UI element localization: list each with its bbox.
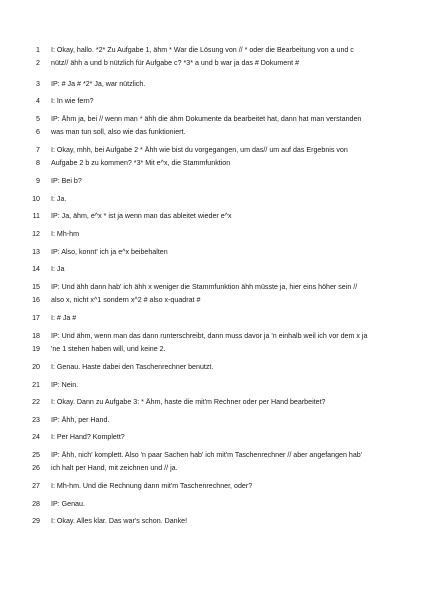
line-text: I: # Ja #	[51, 314, 77, 322]
line-text: nütz// ähh a und b nützlich für Aufgabe c? *3* a und b war ja das # Dokument #	[51, 59, 300, 67]
transcript-line	[0, 345, 424, 354]
transcript-line	[0, 97, 424, 106]
transcript-line	[0, 46, 424, 55]
line-text: I: Mh-hm	[51, 230, 79, 238]
line-number: 16	[32, 296, 40, 304]
line-number: 20	[32, 363, 40, 371]
line-text: I: Okay. Alles klar. Das war's schon. Danke!	[51, 517, 188, 525]
transcript-line	[0, 128, 424, 137]
line-number: 14	[32, 265, 40, 273]
line-text: IP: Bei b?	[51, 177, 82, 185]
line-text: IP: # Ja # *2* Ja, war nützlich.	[51, 80, 146, 88]
line-number: 28	[32, 500, 40, 508]
line-number: 19	[32, 345, 40, 353]
line-text: IP: Nein.	[51, 381, 79, 389]
transcript-line	[0, 416, 424, 425]
transcript-line	[0, 464, 424, 473]
line-number: 13	[32, 248, 40, 256]
transcript-line	[0, 195, 424, 204]
line-number: 7	[36, 146, 40, 154]
line-text: I: Okay, hallo. *2* Zu Aufgabe 1, ähm * War die Lösung von // * oder die Bearbeitung von a und c	[51, 46, 354, 54]
line-number: 17	[32, 314, 40, 322]
transcript-line	[0, 517, 424, 526]
transcript-line	[0, 500, 424, 509]
line-text: I: Per Hand? Komplett?	[51, 433, 125, 441]
line-text: IP: Ja, ähm, e^x * ist ja wenn man das ableitet wieder e^x	[51, 212, 232, 220]
transcript-line	[0, 265, 424, 274]
line-text: I: Mh-hm. Und die Rechnung dann mit'm Taschenrechner, oder?	[51, 482, 253, 490]
line-text: IP: Ähm ja, bei // wenn man * ähh die ähm Dokumente da bearbeitet hat, dann hat man verstanden	[51, 115, 362, 123]
line-text: IP: Also, konnt' ich ja e^x beibehalten	[51, 248, 168, 256]
transcript-line	[0, 332, 424, 341]
line-number: 4	[36, 97, 40, 105]
line-text: also x, nicht x^1 sondern x^2 # also x-quadrat #	[51, 296, 201, 304]
transcript-line	[0, 212, 424, 221]
line-text: Aufgabe 2 b zu kommen? *3* Mit e^x, die Stammfunktion	[51, 159, 231, 167]
transcript-line	[0, 230, 424, 239]
line-text: IP: Ähh, nich' komplett. Also 'n paar Sachen hab' ich mit'm Taschenrechner // aber angefangen hab'	[51, 451, 363, 459]
line-text: I: Genau. Haste dabei den Taschenrechner benutzt.	[51, 363, 214, 371]
line-number: 10	[32, 195, 40, 203]
line-text: IP: Genau.	[51, 500, 85, 508]
transcript-line	[0, 159, 424, 168]
line-number: 22	[32, 398, 40, 406]
line-number: 8	[36, 159, 40, 167]
line-number: 2	[36, 59, 40, 67]
line-number: 27	[32, 482, 40, 490]
line-text: I: In wie fern?	[51, 97, 94, 105]
transcript-line	[0, 381, 424, 390]
line-number: 6	[36, 128, 40, 136]
transcript-line	[0, 283, 424, 292]
line-number: 9	[36, 177, 40, 185]
line-number: 3	[36, 80, 40, 88]
line-number: 15	[32, 283, 40, 291]
transcript-line	[0, 398, 424, 407]
line-text: IP: Und ähm, wenn man das dann runterschreibt, dann muss davor ja 'n einhalb weil ich vor dem x ja	[51, 332, 368, 340]
transcript-line	[0, 433, 424, 442]
line-text: I: Ja.	[51, 195, 67, 203]
line-number: 18	[32, 332, 40, 340]
transcript-line	[0, 80, 424, 89]
line-number: 26	[32, 464, 40, 472]
transcript-line	[0, 59, 424, 68]
line-number: 1	[36, 46, 40, 54]
transcript-line	[0, 451, 424, 460]
line-number: 25	[32, 451, 40, 459]
line-number: 24	[32, 433, 40, 441]
transcript-line	[0, 177, 424, 186]
line-text: IP: Und ähh dann hab' ich ähh x weniger die Stammfunktion ähh müsste ja, hier eins höher sein //	[51, 283, 358, 291]
line-text: I: Ja	[51, 265, 65, 273]
transcript-line	[0, 363, 424, 372]
line-text: I: Okay, mhh, bei Aufgabe 2 * Ähh wie bist du vorgegangen, um das// um auf das Ergebnis von	[51, 146, 348, 154]
transcript-line	[0, 146, 424, 155]
transcript-line	[0, 115, 424, 124]
line-text: I: Okay. Dann zu Aufgabe 3: * Ähm, haste die mit'm Rechner oder per Hand bearbeitet?	[51, 398, 326, 406]
line-number: 12	[32, 230, 40, 238]
transcript-line	[0, 248, 424, 257]
line-number: 11	[32, 212, 40, 220]
line-number: 23	[32, 416, 40, 424]
line-number: 5	[36, 115, 40, 123]
line-text: ich halt per Hand, mit zeichnen und // ja.	[51, 464, 178, 472]
transcript-line	[0, 296, 424, 305]
transcript-line	[0, 314, 424, 323]
line-text: 'ne 1 stehen haben will, und keine 2.	[51, 345, 166, 353]
line-number: 21	[32, 381, 40, 389]
transcript-line	[0, 482, 424, 491]
line-number: 29	[32, 517, 40, 525]
line-text: was man tun soll, also wie das funktioniert.	[51, 128, 186, 136]
line-text: IP: Ähh, per Hand.	[51, 416, 110, 424]
